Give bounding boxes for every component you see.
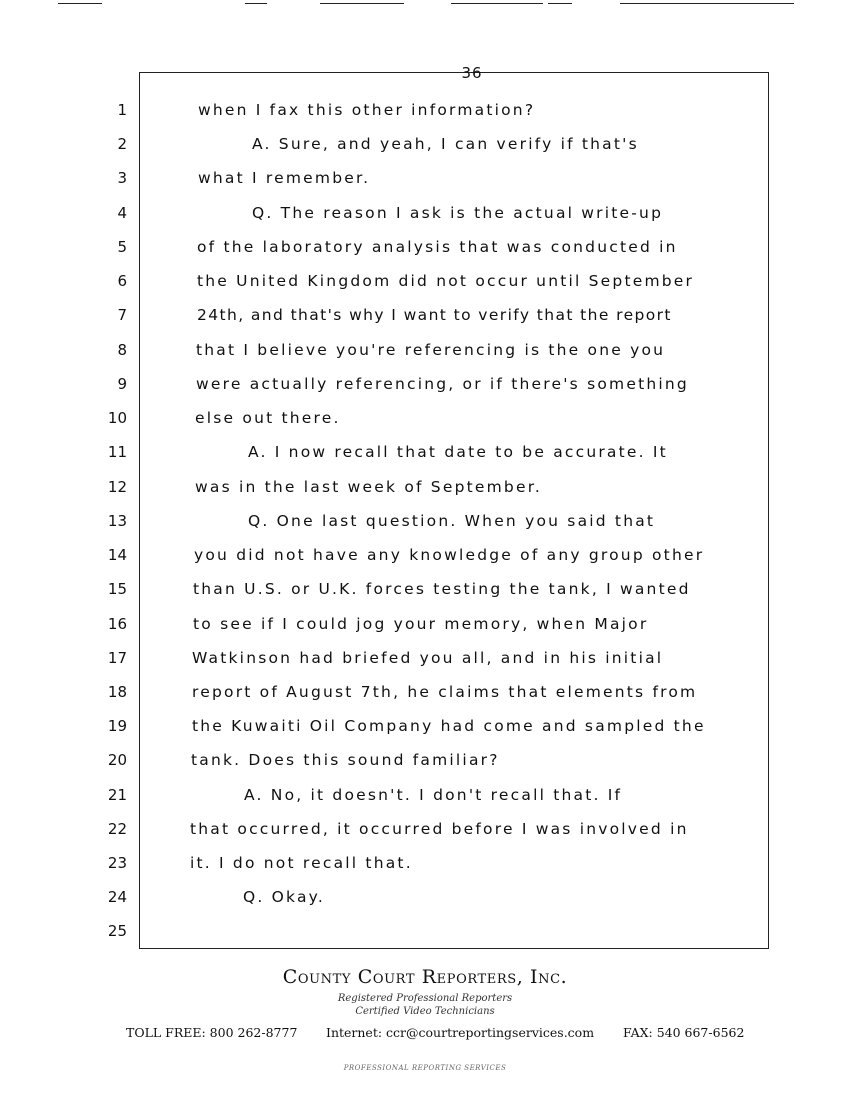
- fax-number: FAX: 540 667-6562: [623, 1025, 745, 1040]
- top-edge-marks: [0, 0, 850, 6]
- line-number: 4: [117, 204, 127, 222]
- toll-free-number: TOLL FREE: 800 262-8777: [126, 1025, 298, 1040]
- internet-email: Internet: ccr@courtreportingservices.com: [326, 1025, 595, 1040]
- line-text: it. I do not recall that.: [190, 854, 413, 872]
- line-text: Watkinson had briefed you all, and in his initial: [192, 649, 664, 667]
- line-text: report of August 7th, he claims that elements from: [192, 683, 698, 701]
- line-number: 19: [107, 717, 127, 735]
- line-number: 22: [107, 820, 127, 838]
- transcript-line: [0, 922, 850, 944]
- line-text: when I fax this other information?: [198, 101, 536, 119]
- transcript-line: [0, 580, 850, 602]
- line-number: 16: [107, 615, 127, 633]
- line-number: 8: [117, 341, 127, 359]
- transcript-line: [0, 786, 850, 808]
- line-text: A. No, it doesn't. I don't recall that. If: [244, 786, 623, 804]
- line-text: you did not have any knowledge of any group other: [194, 546, 705, 564]
- line-text: the United Kingdom did not occur until September: [197, 272, 695, 290]
- line-text: Q. One last question. When you said that: [248, 512, 656, 530]
- line-text: than U.S. or U.K. forces testing the tank, I wanted: [193, 580, 691, 598]
- line-number: 18: [107, 683, 127, 701]
- transcript-line: [0, 169, 850, 191]
- transcript-line: [0, 306, 850, 328]
- tagline-video: Certified Video Technicians: [355, 1006, 495, 1017]
- transcript-line: [0, 204, 850, 226]
- line-text: else out there.: [195, 409, 341, 427]
- line-number: 20: [107, 751, 127, 769]
- transcript-line: [0, 649, 850, 671]
- line-number: 17: [107, 649, 127, 667]
- transcript-line: [0, 512, 850, 534]
- transcript-line: [0, 683, 850, 705]
- company-name: County Court Reporters, Inc.: [282, 966, 568, 988]
- line-number: 25: [107, 922, 127, 940]
- line-text: Q. The reason I ask is the actual write-up: [252, 204, 664, 222]
- line-text: A. Sure, and yeah, I can verify if that's: [252, 135, 639, 153]
- line-number: 21: [107, 786, 127, 804]
- tagline-reporters: Registered Professional Reporters: [337, 993, 513, 1004]
- transcript-line: [0, 443, 850, 465]
- transcript-line: [0, 478, 850, 500]
- line-text: of the laboratory analysis that was conducted in: [197, 238, 678, 256]
- transcript-line: [0, 135, 850, 157]
- line-text: were actually referencing, or if there's something: [196, 375, 689, 393]
- line-number: 9: [117, 375, 127, 393]
- page-number: 36: [461, 64, 483, 82]
- transcript-line: [0, 546, 850, 568]
- bottom-note: PROFESSIONAL REPORTING SERVICES: [343, 1064, 507, 1072]
- transcript-line: [0, 409, 850, 431]
- transcript-line: [0, 888, 850, 910]
- transcript-line: [0, 717, 850, 739]
- line-text: the Kuwaiti Oil Company had come and sampled the: [192, 717, 706, 735]
- transcript-line: [0, 615, 850, 637]
- line-number: 13: [107, 512, 127, 530]
- line-text: that I believe you're referencing is the one you: [196, 341, 666, 359]
- line-number: 11: [107, 443, 127, 461]
- transcript-line: [0, 238, 850, 260]
- line-number: 3: [117, 169, 127, 187]
- line-number: 2: [117, 135, 127, 153]
- line-number: 10: [107, 409, 127, 427]
- line-text: to see if I could jog your memory, when Major: [193, 615, 649, 633]
- transcript-line: [0, 272, 850, 294]
- line-number: 23: [107, 854, 127, 872]
- line-text: 24th, and that's why I want to verify that the report: [197, 306, 672, 324]
- transcript-line: [0, 751, 850, 773]
- line-number: 24: [107, 888, 127, 906]
- line-number: 12: [107, 478, 127, 496]
- transcript-line: [0, 375, 850, 397]
- transcript-line: [0, 101, 850, 123]
- line-number: 14: [107, 546, 127, 564]
- line-text: Q. Okay.: [243, 888, 325, 906]
- line-text: what I remember.: [198, 169, 371, 187]
- transcript-line: [0, 854, 850, 876]
- line-text: was in the last week of September.: [195, 478, 542, 496]
- transcript-line: [0, 341, 850, 363]
- line-number: 6: [117, 272, 127, 290]
- line-text: tank. Does this sound familiar?: [191, 751, 500, 769]
- line-text: A. I now recall that date to be accurate. It: [248, 443, 668, 461]
- line-number: 1: [117, 101, 127, 119]
- line-number: 5: [117, 238, 127, 256]
- line-number: 7: [117, 306, 127, 324]
- line-text: that occurred, it occurred before I was involved in: [190, 820, 689, 838]
- line-number: 15: [107, 580, 127, 598]
- transcript-line: [0, 820, 850, 842]
